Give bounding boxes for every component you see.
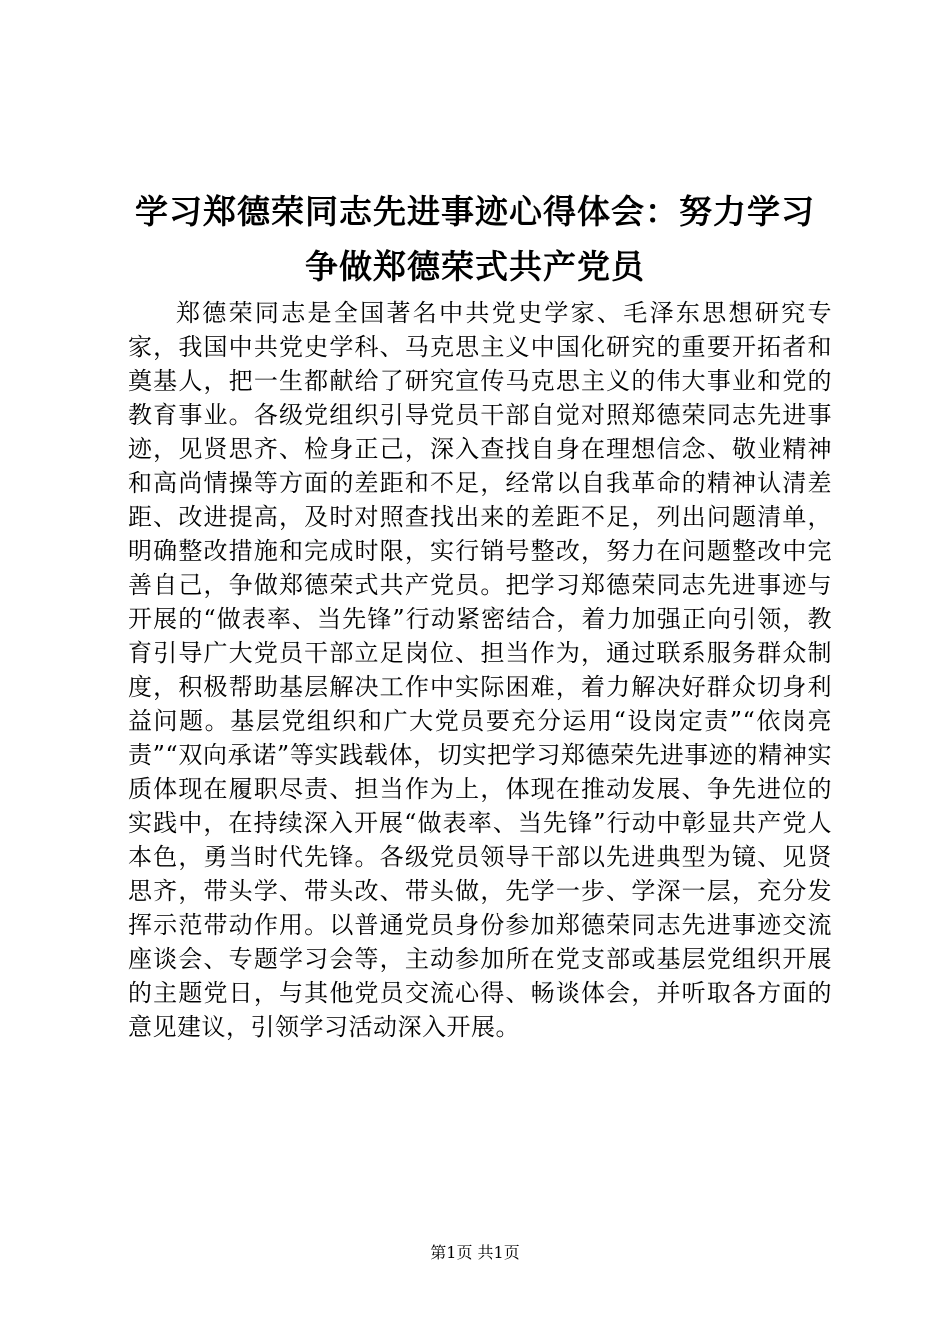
document-title xyxy=(120,184,830,294)
title-line-2: 争做郑德荣式共产党员 xyxy=(305,247,645,286)
page-footer: 第1页 共1页 xyxy=(430,1243,520,1262)
title-line-1: 学习郑德荣同志先进事迹心得体会：努力学习 xyxy=(135,192,815,231)
body-paragraph: 郑德荣同志是全国著名中共党史学家、毛泽东思想研究专家，我国中共党史学科、马克思主义中国化研究的重要开拓者和奠基人，把一生都献给了研究宣传马克思主义的伟大事业和党的教育事业。各级党组织引导党员干部自觉对照郑德荣同志先进事迹，见贤思齐、检身正己，深入查找自身在理想信念、敬业精神和高尚情操等方面的差距和不足，经常以自我革命的精神认清差距、改进提高，及时对照查找出来的差距不足，列出问题清单，明确整改措施和完成时限，实行销号整改，努力在问题整改中完善自己，争做郑德荣式共产党员。把学习郑德荣同志先进事迹与开展的“做表率、当先锋”行动紧密结合，着力加强正向引领，教育引导广大党员干部立足岗位、担当作为，通过联系服务群众制度，积极帮助基层解决工作中实际困难，着力解决好群众切身利益问题。基层党组织和广大党员要充分运用“设岗定责”“依岗亮责”“双向承诺”等实践载体，切实把学习郑德荣先进事迹的精神实质体现在履职尽责、担当作为上，体现在推动发展、争先进位的实践中，在持续深入开展“做表率、当先锋”行动中彰显共产党人本色，勇当时代先锋。各级党员领导干部以先进典型为镜、见贤思齐，带头学、带头改、带头做，先学一步、学深一层，充分发挥示范带动作用。以普通党员身份参加郑德荣同志先进事迹交流座谈会、专题学习会等，主动参加所在党支部或基层党组织开展的主题党日，与其他党员交流心得、畅谈体会，并听取各方面的意见建议，引领学习活动深入开展。 xyxy=(128,299,832,1041)
